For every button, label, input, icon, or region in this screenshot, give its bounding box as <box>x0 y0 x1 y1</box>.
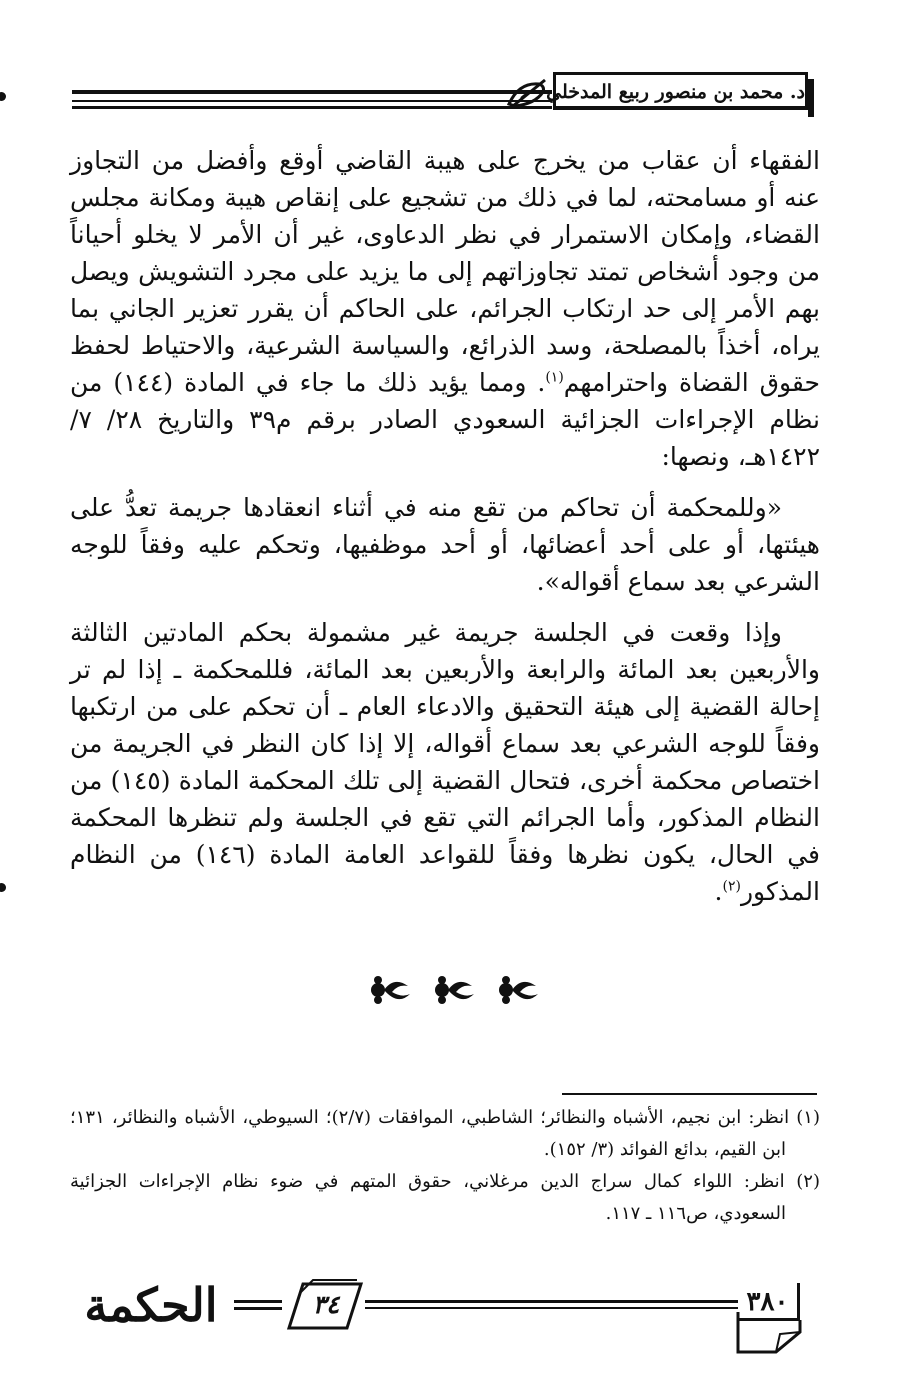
footer-rule-left-2 <box>234 1307 282 1310</box>
footer-rule-right-2 <box>365 1307 738 1309</box>
footer-rule-right <box>365 1300 738 1303</box>
footer-rule-left <box>234 1300 282 1303</box>
running-header-author: د. محمد بن منصور ربيع المدخلي <box>553 72 808 110</box>
main-text <box>70 142 820 910</box>
footnote-separator <box>562 1093 817 1095</box>
footnote-ref-1[interactable]: (١) <box>545 369 564 386</box>
page-number: ٣٨٠ <box>738 1283 800 1321</box>
paragraph-2-text: وإذا وقعت في الجلسة جريمة غير مشمولة بحكم المادتين الثالثة والأربعين بعد المائة والرابعة والأربعين بعد المائة، فللمحكمة ـ إذا لم تر إحالة القضية إلى هيئة التحقيق والادعاء العام ـ أن تحكم على من ارتكبها وفقاً للوجه الشرعي بعد سماع أقواله، إلا إذا كان النظر في الجريمة من اختصاص محكمة أخرى، فتحال القضية إلى تلك المحكمة المادة (١٤٥) من النظام المذكور، وأما الجرائم التي تقع في الجلسة ولم تنظرها المحكمة في الحال، يكون نظرها وفقاً للقواعد العامة المادة (١٤٦) من النظام المذكور <box>70 618 821 906</box>
footnote-2: (٢) انظر: اللواء كمال سراج الدين مرغلاني، حقوق المتهم في ضوء نظام الإجراءات الجزائية السعودي، ص١١٦ ـ ١١٧. <box>70 1171 820 1224</box>
pen-ornament-icon <box>505 76 549 110</box>
issue-number: ٣٤ <box>312 1290 340 1319</box>
footnote-ref-2[interactable]: (٢) <box>722 878 741 895</box>
floral-ornament-icon <box>360 968 550 1008</box>
header-rule-bottom <box>72 100 552 102</box>
page-corner-icon <box>736 1312 802 1358</box>
paragraph-2 <box>70 614 820 910</box>
paragraph-1-text: الفقهاء أن عقاب من يخرج على هيبة القاضي أوقع وأفضل من التجاوز عنه أو مسامحته، لما في ذلك من تشجيع على إنقاص هيبة ومكانة مجلس القضاء، وإمكان الاستمرار في نظر الدعاوى، غير أن الأمر لا يخلو أحياناً من وجود أشخاص تمتد تجاوزاتهم إلى ما يزيد على مجرد التشويش ويصل بهم الأمر إلى حد ارتكاب الجرائم، على الحاكم أن يقرر تعزير الجاني بما يراه، أخذاً بالمصلحة، وسد الذرائع، والسياسة الشرعية، والاحتياط لحفظ حقوق القضاة واحترامهم <box>70 146 820 397</box>
margin-dot-top <box>0 92 6 101</box>
footnote-1: (١) انظر: ابن نجيم، الأشباه والنظائر؛ الشاطبي، الموافقات (٢/٧)؛ السيوطي، الأشباه والنظائر، ١٣١؛ ابن القيم، بدائع الفوائد (٣/ ١٥٢). <box>70 1107 820 1160</box>
paragraph-1-continuation: . ومما يؤيد ذلك ما جاء في المادة (١٤٤) من نظام الإجراءات الجزائية السعودي الصادر برقم م٣٩ والتاريخ ٢٨/ ٧/ ١٤٢٢هـ، ونصها: <box>70 368 821 471</box>
header-rule-base <box>72 106 552 109</box>
paragraph-1 <box>70 142 820 475</box>
header-rule-top <box>72 90 552 94</box>
footnotes <box>70 1102 820 1230</box>
margin-dot-bottom <box>0 883 6 892</box>
journal-logo: الحكمة <box>84 1278 218 1332</box>
quoted-article: «وللمحكمة أن تحاكم من تقع منه في أثناء انعقادها جريمة تعدُّ على هيئتها، أو على أحد أعضائها، أو أحد موظفيها، وتحكم عليه وفقاً للوجه الشرعي بعد سماع أقواله». <box>70 493 820 596</box>
paragraph-2-end: . <box>714 877 723 906</box>
